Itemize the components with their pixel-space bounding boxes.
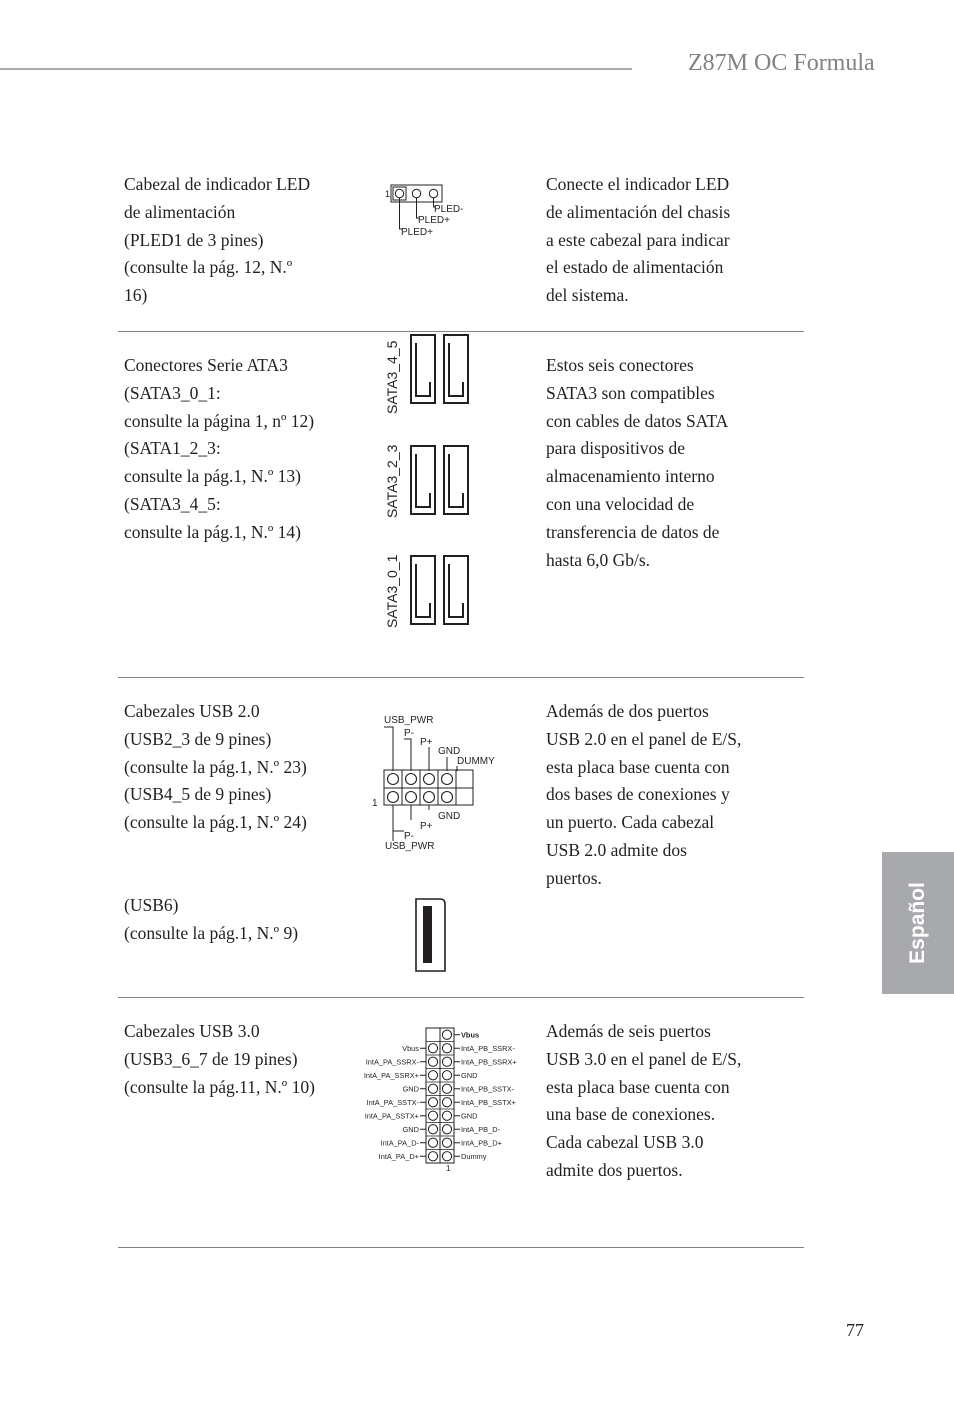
text-line: (USB4_5 de 9 pines) [124, 784, 272, 805]
pin-label: IntA_PB_SSRX- [461, 1044, 515, 1054]
text-line: puertos. [546, 867, 602, 888]
pin1-label: 1 [446, 1164, 451, 1173]
sata-connectors-diagram [404, 330, 484, 630]
text-line: consulte la pág.1, N.º 13) [124, 466, 301, 487]
text-line: (consulte la pág.1, N.º 24) [124, 812, 307, 833]
text-line: transferencia de datos de [546, 521, 720, 542]
text-line: Cabezales USB 3.0 [124, 1021, 260, 1041]
pin-label: IntA_PB_SSRX+ [461, 1057, 517, 1067]
language-tab [882, 852, 954, 994]
text-line: almacenamiento interno [546, 466, 715, 487]
text-line: Cabezal de indicador LED [124, 174, 311, 194]
text-line: esta placa base cuenta con [546, 1076, 730, 1097]
pin1-label: 1 [372, 798, 378, 809]
text-line: (USB6) [124, 895, 179, 915]
section-divider [118, 677, 804, 678]
text-line: dos bases de conexiones y [546, 784, 730, 805]
pin-label: P+ [420, 737, 433, 748]
usb2-header-diagram [366, 710, 516, 855]
pin-label: IntA_PA_SSRX- [365, 1057, 419, 1067]
header-rule [0, 68, 632, 70]
usb6-port-diagram [412, 896, 448, 974]
pin-label: Dummy [461, 1152, 487, 1162]
text-line: el estado de alimentación [546, 257, 724, 278]
pled-explanation [546, 171, 730, 310]
text-line: (SATA1_2_3: [124, 438, 221, 459]
pin-label: PLED+ [401, 227, 433, 238]
usb2-description [124, 698, 307, 837]
text-line: (PLED1 de 3 pines) [124, 229, 264, 250]
text-line: (consulte la pág.11, N.º 10) [124, 1076, 315, 1097]
pin-label: Vbus [402, 1044, 419, 1054]
text-line: 16) [124, 285, 148, 306]
usb3-description [124, 1018, 315, 1101]
pin-label: DUMMY [457, 756, 495, 767]
text-line: un puerto. Cada cabezal [546, 812, 715, 833]
text-line: Además de dos puertos [546, 701, 709, 721]
text-line: del sistema. [546, 285, 629, 306]
pin-label: IntA_PB_SSTX- [461, 1084, 514, 1094]
section-divider [118, 997, 804, 998]
text-line: (SATA3_0_1: [124, 382, 221, 403]
text-line: USB 2.0 en el panel de E/S, [546, 728, 742, 749]
text-line: (USB2_3 de 9 pines) [124, 728, 272, 749]
text-line: SATA3 son compatibles [546, 382, 715, 403]
sata-port-4-5 [411, 335, 468, 403]
sata-label: SATA3_0_1 [384, 554, 400, 628]
pin-label: PLED- [434, 204, 464, 215]
text-line: (SATA3_4_5: [124, 493, 221, 514]
pin-label: IntA_PA_D+ [378, 1152, 419, 1162]
pin-label: USB_PWR [385, 841, 435, 852]
pin-label: GND [461, 1071, 478, 1081]
text-line: (USB3_6_7 de 19 pines) [124, 1048, 298, 1069]
text-line: Estos seis conectores [546, 355, 694, 375]
pin-label: GND [402, 1084, 419, 1094]
pin-label: PLED+ [418, 215, 450, 226]
sata-description [124, 352, 314, 547]
pin-label: IntA_PB_D+ [461, 1138, 502, 1148]
text-line: Cada cabezal USB 3.0 [546, 1132, 704, 1153]
text-line: de alimentación [124, 201, 236, 222]
text-line: Cabezales USB 2.0 [124, 701, 260, 721]
pin-label: P+ [420, 821, 433, 832]
page-number: 77 [846, 1320, 864, 1340]
text-line: (consulte la pág.1, N.º 9) [124, 922, 299, 943]
usb6-description [124, 892, 298, 948]
language-tab-label: Español [906, 882, 929, 964]
usb3-header-diagram [352, 1024, 532, 1176]
section-divider [118, 1247, 804, 1248]
text-line: Conecte el indicador LED [546, 174, 730, 194]
sata-label: SATA3_2_3 [384, 444, 400, 518]
text-line: para dispositivos de [546, 438, 686, 459]
text-line: con cables de datos SATA [546, 410, 729, 431]
sata-port-0-1 [411, 556, 468, 624]
text-line: una base de conexiones. [546, 1104, 716, 1125]
pin-label: IntA_PB_SSTX+ [461, 1098, 516, 1108]
text-line: hasta 6,0 Gb/s. [546, 549, 651, 570]
sata-port-2-3 [411, 446, 468, 514]
text-line: USB 3.0 en el panel de E/S, [546, 1048, 742, 1069]
text-line: USB 2.0 admite dos [546, 839, 687, 860]
pin-label: GND [461, 1111, 478, 1121]
text-line: Además de seis puertos [546, 1021, 711, 1041]
pled-header-diagram [380, 180, 490, 242]
pin-label: IntA_PA_SSTX- [366, 1098, 419, 1108]
text-line: esta placa base cuenta con [546, 756, 730, 777]
text-line: de alimentación del chasis [546, 201, 731, 222]
text-line: con una velocidad de [546, 493, 695, 514]
pin-label: IntA_PA_SSRX+ [363, 1071, 419, 1081]
pin-label: IntA_PA_SSTX+ [364, 1111, 419, 1121]
pin-label: GND [438, 746, 461, 757]
text-line: Conectores Serie ATA3 [124, 355, 288, 375]
pin-label: Vbus [461, 1030, 480, 1040]
usb3-explanation [546, 1018, 741, 1185]
usb2-explanation [546, 698, 741, 893]
sata-explanation [546, 352, 728, 574]
pin-label: IntA_PB_D- [461, 1125, 501, 1135]
pin-label: GND [438, 811, 461, 822]
text-line: (consulte la pág. 12, N.º [124, 257, 293, 278]
page-header-title: Z87M OC Formula [688, 50, 875, 76]
text-line: admite dos puertos. [546, 1159, 683, 1180]
text-line: consulte la pág.1, N.º 14) [124, 521, 301, 542]
text-line: a este cabezal para indicar [546, 229, 730, 250]
pin-label: GND [402, 1125, 419, 1135]
sata-label: SATA3_4_5 [384, 340, 400, 414]
pin-label: USB_PWR [384, 715, 434, 726]
pin-label: IntA_PA_D- [380, 1138, 419, 1148]
pin-label: P- [404, 728, 414, 739]
text-line: (consulte la pág.1, N.º 23) [124, 756, 307, 777]
pin1-label: 1 [385, 189, 391, 199]
pin-label: P- [404, 831, 414, 842]
pled-description [124, 171, 310, 310]
text-line: consulte la página 1, nº 12) [124, 410, 315, 431]
